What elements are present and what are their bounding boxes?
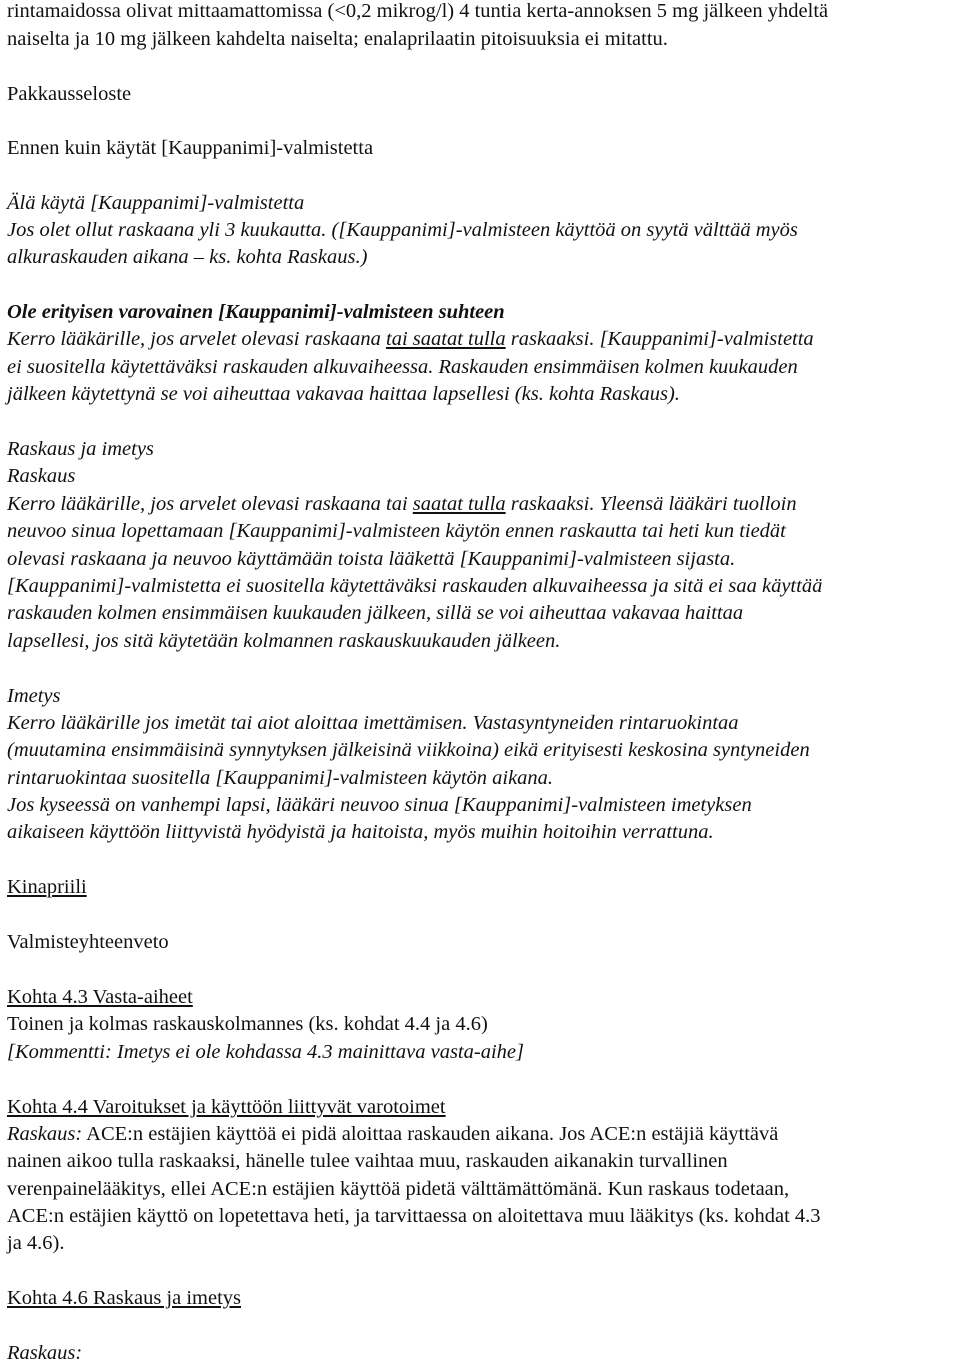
kohta-4-3-comment: [Kommentti: Imetys ei ole kohdassa 4.3 mainittava vasta-aihe]: [7, 1041, 524, 1063]
imetys-line-2: (muutamina ensimmäisinä synnytyksen jälkeisinä viikkoina) eikä erityisesti keskosina syntyneiden: [7, 739, 810, 761]
kohta-4-4-line-2: nainen aikoo tulla raskaaksi, hänelle tulee vaihtaa muu, raskauden aikanakin turvallinen: [7, 1150, 728, 1172]
raskaus-line-1: Kerro lääkärille, jos arvelet olevasi raskaana tai saatat tulla raskaaksi. Yleensä lääkäri tuolloin: [7, 493, 797, 515]
raskaus-line-2: neuvoo sinua lopettamaan [Kauppanimi]-valmisteen käytön ennen raskautta tai heti kun tiedät: [7, 520, 786, 542]
kohta-4-4-line-5: ja 4.6).: [7, 1232, 65, 1254]
pakkausseloste-heading: Pakkausseloste: [7, 83, 132, 105]
raskaus-ja-imetys-heading: Raskaus ja imetys: [7, 438, 154, 460]
imetys-line-4: Jos kyseessä on vanhempi lapsi, lääkäri neuvoo sinua [Kauppanimi]-valmisteen imetyksen: [7, 794, 752, 816]
ole-varovainen-line-1: Kerro lääkärille, jos arvelet olevasi raskaana tai saatat tulla raskaaksi. [Kauppanimi]-valmistetta: [7, 328, 814, 350]
kinapriili-heading: Kinapriili: [7, 876, 87, 898]
imetys-heading: Imetys: [7, 685, 61, 707]
ole-varovainen-heading: Ole erityisen varovainen [Kauppanimi]-valmisteen suhteen: [7, 301, 505, 323]
kohta-4-6-heading: Kohta 4.6 Raskaus ja imetys: [7, 1287, 242, 1309]
ole-varovainen-line-2: ei suositella käytettäväksi raskauden alkuvaiheessa. Raskauden ensimmäisen kolmen kuukauden: [7, 356, 798, 378]
ennen-kuin-kaytat-heading: Ennen kuin käytät [Kauppanimi]-valmistetta: [7, 137, 374, 159]
raskaus-line-6: lapsellesi, jos sitä käytetään kolmannen raskauskuukauden jälkeen.: [7, 630, 561, 652]
kohta-4-3-text: Toinen ja kolmas raskauskolmannes (ks. kohdat 4.4 ja 4.6): [7, 1013, 488, 1035]
kohta-4-4-line-1: Raskaus: ACE:n estäjien käyttöä ei pidä aloittaa raskauden aikana. Jos ACE:n estäjiä käyttävä: [7, 1123, 779, 1145]
ala-kayta-line-1: Jos olet ollut raskaana yli 3 kuukautta. ([Kauppanimi]-valmisteen käyttöä on syytä välttää myös: [7, 219, 798, 241]
ole-varovainen-line-3: jälkeen käytettynä se voi aiheuttaa vakavaa haittaa lapsellesi (ks. kohta Raskaus).: [7, 383, 680, 405]
ala-kayta-line-2: alkuraskauden aikana – ks. kohta Raskaus.): [7, 246, 368, 268]
kohta-4-4-line-4: ACE:n estäjien käyttö on lopetettava heti, ja tarvittaessa on aloitettava muu lääkitys (ks. kohdat 4.3: [7, 1205, 821, 1227]
kohta-4-6-raskaus-label: Raskaus:: [7, 1342, 83, 1364]
kohta-4-3-heading: Kohta 4.3 Vasta-aiheet: [7, 986, 193, 1008]
valmisteyhteenveto-heading: Valmisteyhteenveto: [7, 931, 169, 953]
raskaus-line-5: raskauden kolmen ensimmäisen kuukauden jälkeen, sillä se voi aiheuttaa vakavaa haittaa: [7, 602, 744, 624]
raskaus-line-3: olevasi raskaana ja neuvoo käyttämään toista lääkettä [Kauppanimi]-valmisteen sijasta.: [7, 548, 736, 570]
kohta-4-4-line-3: verenpainelääkitys, ellei ACE:n estäjien käyttöä pidetä välttämättömänä. Kun raskaus todetaan,: [7, 1178, 790, 1200]
kohta-4-4-heading: Kohta 4.4 Varoitukset ja käyttöön liittyvät varotoimet: [7, 1096, 446, 1118]
imetys-line-5: aikaiseen käyttöön liittyvistä hyödyistä ja haitoista, myös muihin hoitoihin verrattuna.: [7, 821, 714, 843]
intro-line-2: naiselta ja 10 mg jälkeen kahdelta naiselta; enalaprilaatin pitoisuuksia ei mitattu.: [7, 28, 668, 50]
raskaus-heading: Raskaus: [7, 465, 76, 487]
imetys-line-1: Kerro lääkärille jos imetät tai aiot aloittaa imettämisen. Vastasyntyneiden rintaruokintaa: [7, 712, 739, 734]
imetys-line-3: rintaruokintaa suositella [Kauppanimi]-valmisteen käytön aikana.: [7, 767, 554, 789]
intro-line-1: rintamaidossa olivat mittaamattomissa (<0,2 mikrog/l) 4 tuntia kerta-annoksen 5 mg jälkeen yhdeltä: [7, 0, 829, 22]
ala-kayta-heading: Älä käytä [Kauppanimi]-valmistetta: [7, 192, 305, 214]
raskaus-line-4: [Kauppanimi]-valmistetta ei suositella käytettäväksi raskauden alkuvaiheessa ja sitä ei saa käyttää: [7, 575, 823, 597]
